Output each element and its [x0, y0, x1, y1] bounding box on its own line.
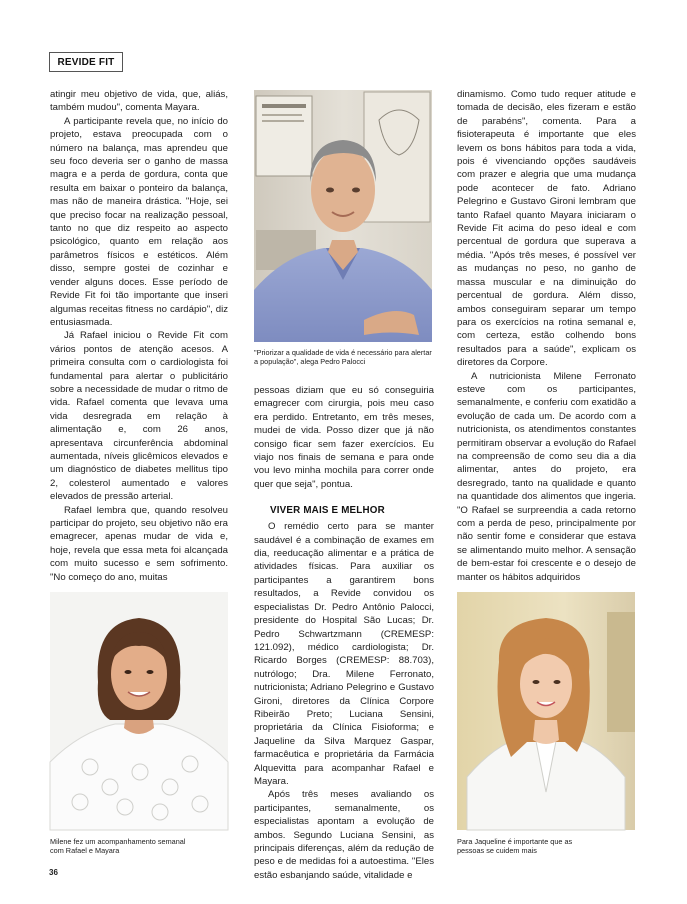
caption-milene: Milene fez um acompanhamento semanal com Rafael e Mayara	[50, 837, 186, 855]
paragraph: pessoas diziam que eu só conseguiria emagrecer com cirurgia, pois meu caso era perdido. Entretanto, em três meses, mudei de vida. Posso dizer que já não consigo ficar sem fazer exercícios. Eu viajo nos finais de semana e para onde vou levo minha mochila para correr onde quer que seja", pontua.	[254, 385, 434, 490]
paragraph: Já Rafael iniciou o Revide Fit com vários pontos de atenção acesos. A primeira consulta com o cardiologista foi fundamental para alertar o publicitário sobre a necessidade de mudar o ritmo de vida. Rafael comenta que levava uma vida desregrada em relação à alimentação e, com 26 anos, apresentava circunferência abdominal aumentada, níveis glicêmicos elevados e um diagnóstico de diabetes mellitus tipo 2, colesterol aumentado e valores elevados de pressão arterial.	[50, 330, 228, 503]
paragraph: A nutricionista Milene Ferronato esteve com os participantes, semanalmente, e conferiu com exatidão a evolução de cada um. De acordo com a nutricionista, os atendimentos constantes permitiram observar a evolução do Rafael na compreensão de como seu dia a dia alimentar, antes do projeto, era desregrado, tanto na qualidade e quanto na quantidade dos alimentos que ingeria. "O Rafael se surpreendia a cada retorno com a perda de peso, principalmente por não sentir fome e considerar que estava se alimentando muito melhor. A sensação de bem-estar foi crescente e o desejo de manter os hábitos adquiridos	[457, 370, 636, 583]
paragraph: O remédio certo para se manter saudável é a combinação de exames em dia, reeducação alimentar e a prática de atividades físicas. Para auxiliar os participantes a garantirem bons resultados, a Revide convidou os especialistas Dr. Pedro Antônio Palocci, presidente do Hospital São Lucas; Dr. Pedro Schwartzmann (CREMESP: 121.092), médico cardiologista; Dr. Ricardo Borges (CREMESP: 88.703), nutrólogo; Dra. Milene Ferronato, nutricionista; Adriano Pelegrino e Gustavo Gironi, diretores da Clínica Corpore Ribeirão Preto; Luciana Sensini, proprietária da Clínica Fisioforma; e Jaqueline da Silva Marquez Gaspar, farmacêutica e proprietária da Farmácia Alquevitta para acompanhar Rafael e Mayara.	[254, 521, 434, 787]
article-column-1	[50, 88, 228, 583]
caption-jaqueline: Para Jaqueline é importante que as pessoas se cuidem mais	[457, 837, 573, 855]
article-column-3	[457, 88, 636, 586]
paragraph: atingir meu objetivo de vida, que, aliás, também mudou", comenta Mayara.	[50, 89, 228, 114]
photo-milene-ferronato	[50, 592, 228, 830]
subheading: VIVER MAIS E MELHOR	[270, 505, 385, 517]
portrait-woman-coat-icon	[457, 592, 635, 830]
article-column-2	[254, 384, 434, 881]
page-number: 36	[49, 868, 58, 877]
paragraph: Após três meses avaliando os participantes, semanalmente, os especialistas apontam a evolução de ambos. Segundo Luciana Sensini, as principais diferenças, além da redução de peso e de medidas foi a autoestima. "Eles estão esbanjando saúde, vitalidade e	[254, 789, 434, 881]
paragraph: Rafael lembra que, quando resolveu participar do projeto, seu objetivo não era emagrecer, apenas mudar de vida e, hoje, revela que essa meta foi alcançada com muito sucesso e sem sofrimento. "No começo do ano, muitas	[50, 504, 228, 583]
portrait-man-icon	[254, 90, 432, 342]
section-tag: REVIDE FIT	[49, 52, 123, 72]
portrait-woman-icon	[50, 592, 228, 830]
caption-pedro: "Priorizar a qualidade de vida é necessário para alertar a população", alega Pedro Palocci	[254, 348, 432, 366]
photo-pedro-palocci	[254, 90, 432, 342]
photo-jaqueline-gaspar	[457, 592, 635, 830]
paragraph: A participante revela que, no início do projeto, estava preocupada com o número na balança, mas aprendeu que seu foco deveria ser o ganho de massa magra e a perda de gordura, conta que resulta em baixar o ponteiro da balança, mas não de maneira drástica. "Hoje, sei que preciso focar na realização pessoal, tanto no que diz respeito ao aspecto psicológico, quanto em relação aos parâmetros físicos e estéticos. Além disso, sempre gostei de cozinhar e vender alguns doces. Esse período de Revide Fit foi tão importante que inseri algumas receitas fitness no cardápio", diz entusiasmada.	[50, 115, 228, 328]
paragraph: dinamismo. Como tudo requer atitude e tomada de decisão, eles fizeram e estão de parabéns", comenta. Para a fisioterapeuta é importante que eles levem os bons hábitos para toda a vida, pois é vivenciando opções saudáveis com prazer e alegria que uma mudança pode acontecer de fato. Adriano Pelegrino e Gustavo Gironi lembram que tanto Rafael quanto Mayara iniciaram o Revide Fit acima do peso ideal e com percentual de gordura que superava a média. "Após três meses, é possível ver as mudanças no peso, no ganho de massa muscular e na diminuição do percentual de gordura. Além disso, ambos conseguiram separar um tempo para os exercícios na rotina semanal e, com certeza, estão colhendo bons resultados para a saúde", explicam os diretores da Corpore.	[457, 89, 636, 369]
